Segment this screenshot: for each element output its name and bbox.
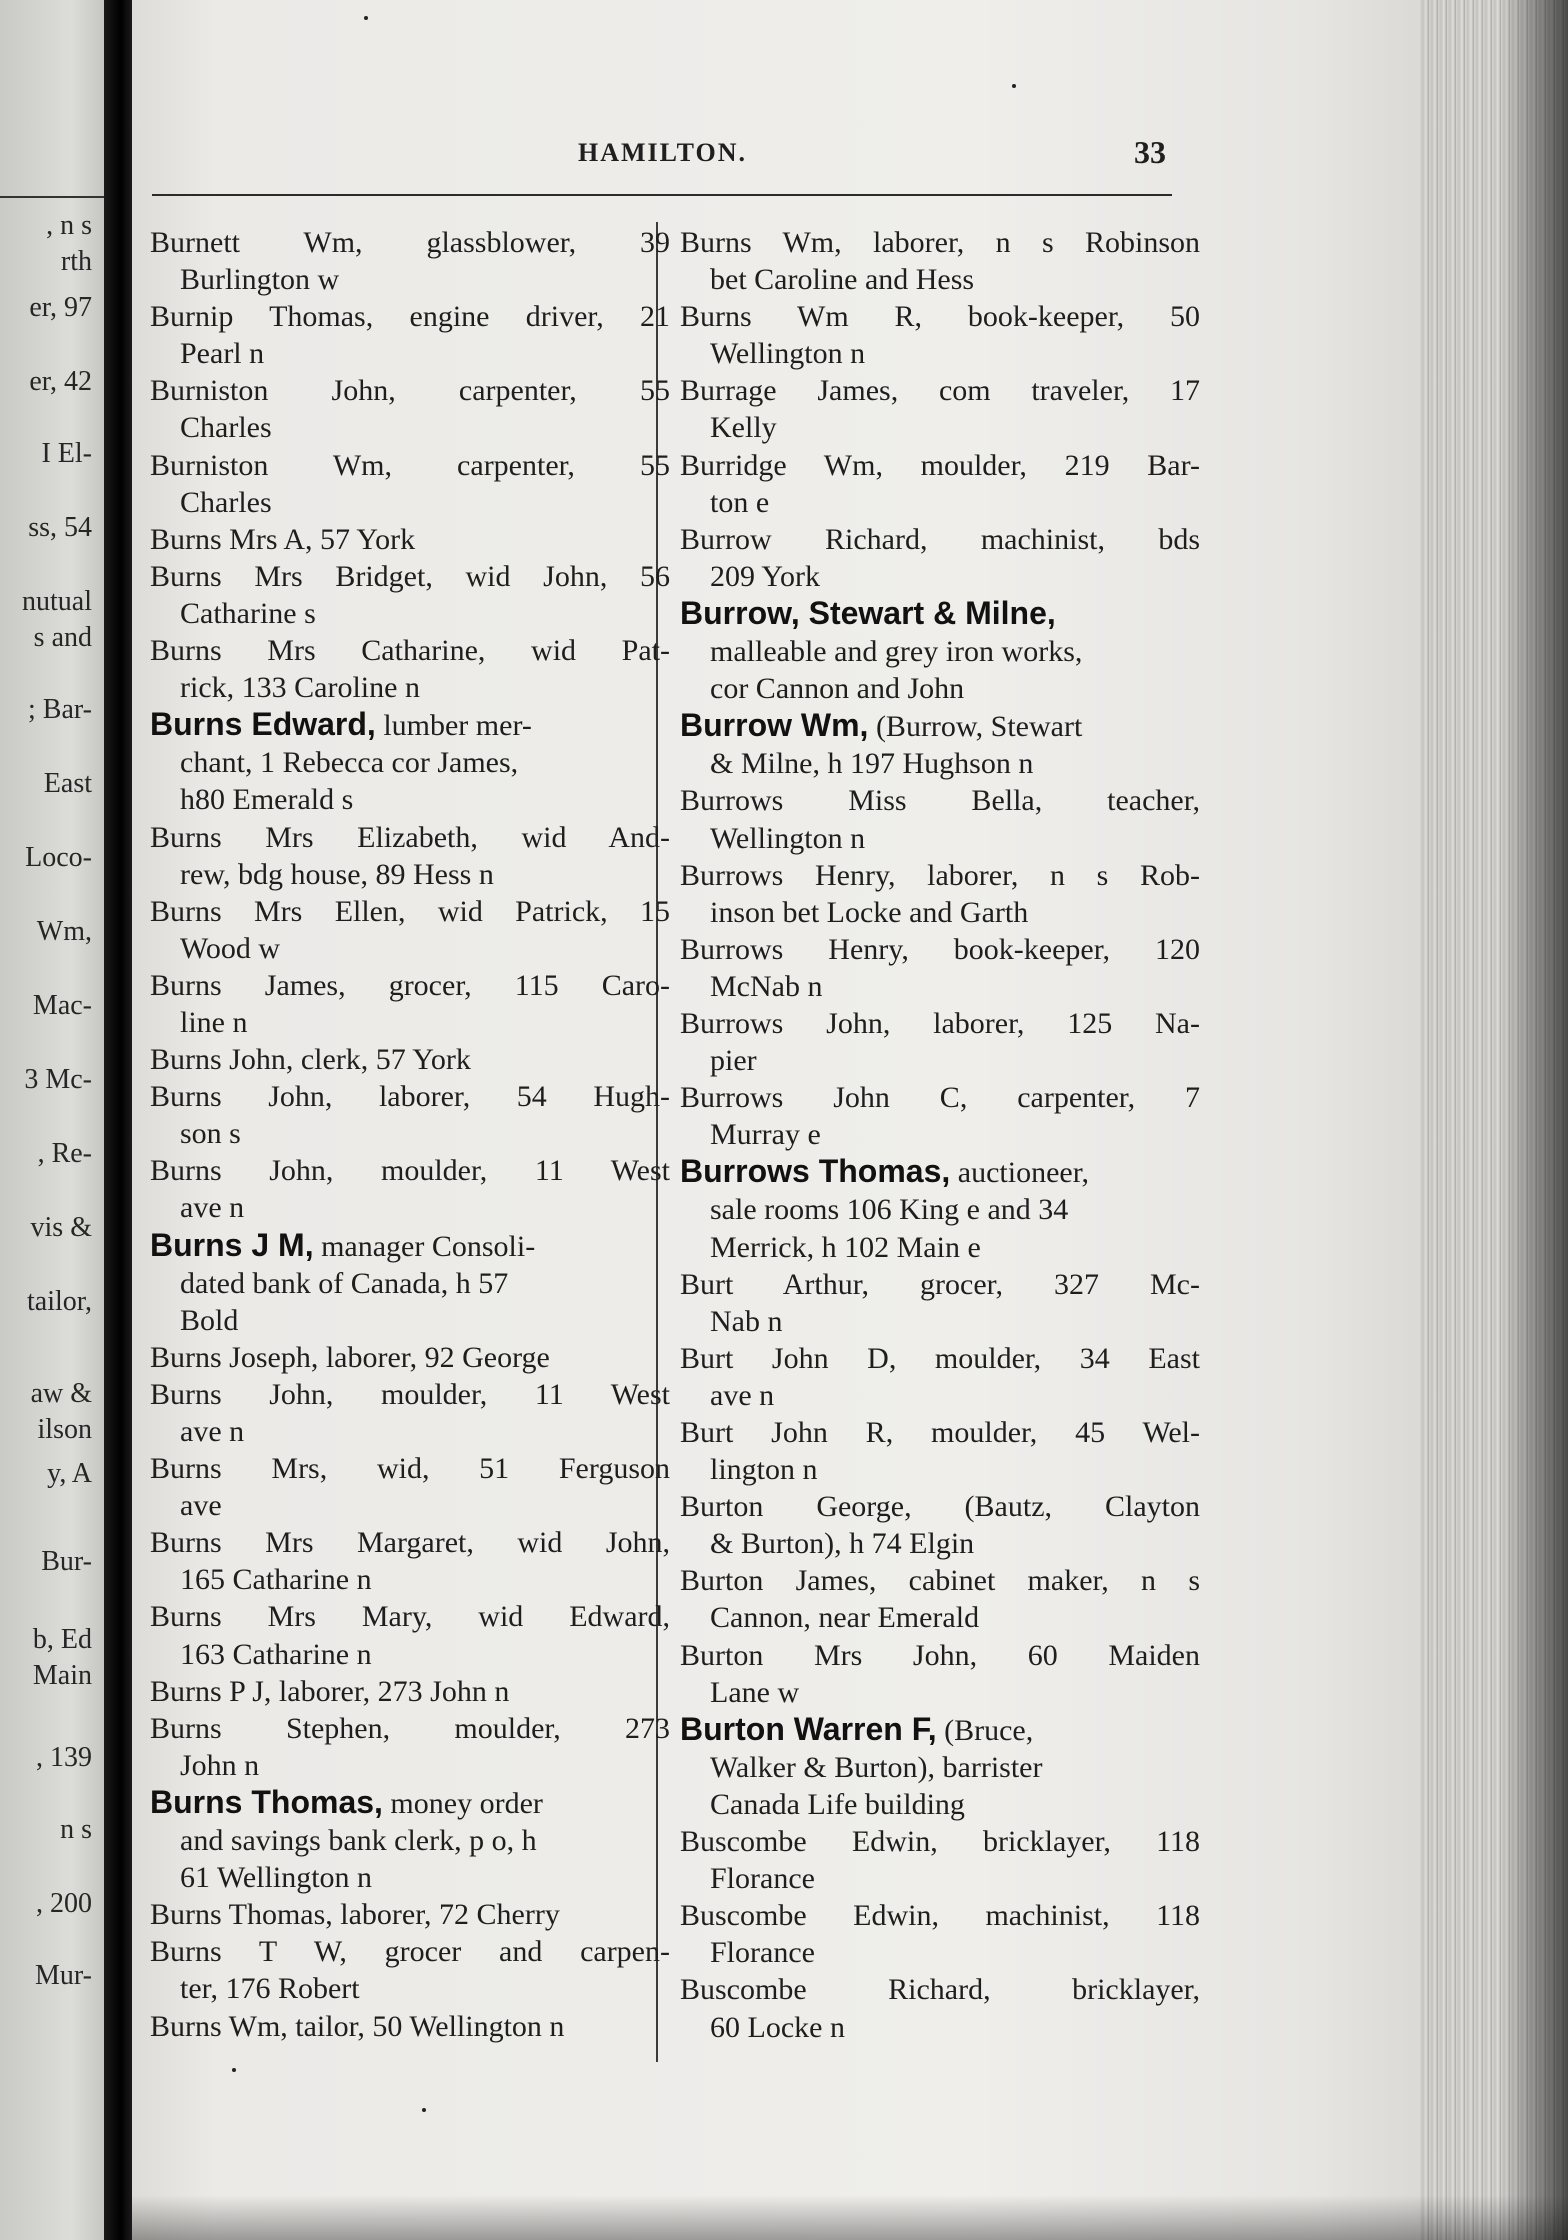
entry-first-line: Burns Mrs Bridget, wid John, 56: [150, 559, 670, 593]
entry-continuation-line: Charles: [180, 411, 272, 445]
directory-entry: [150, 372, 670, 446]
running-head: HAMILTON.: [578, 138, 747, 167]
entry-first-line: [680, 595, 1200, 633]
entry-text: (Bruce,: [936, 1713, 1034, 1747]
entry-continuation-line: Cannon, near Emerald: [710, 1601, 980, 1635]
entry-bold-name: Burrow, Stewart & Milne,: [680, 594, 1056, 631]
entry-first-line: Burns John, moulder, 11 West: [150, 1377, 670, 1411]
directory-entry: [680, 1153, 1200, 1265]
entry-continuation-line: Florance: [710, 1862, 815, 1896]
entry-continuation-line: ton e: [710, 485, 770, 519]
left-page-fragment: , n s: [46, 210, 92, 241]
left-page-fragment: s and: [33, 622, 92, 653]
directory-entry: [680, 1637, 1200, 1711]
entry-text: lumber mer-: [375, 709, 532, 743]
entry-first-line: [150, 1784, 670, 1822]
entry-first-line: [680, 1711, 1200, 1749]
left-page-fragment: Loco-: [25, 842, 92, 873]
entry-continuation-line: 163 Catharine n: [180, 1637, 372, 1671]
left-page-fragment: , Re-: [37, 1138, 92, 1169]
entry-continuation-line: Charles: [180, 485, 272, 519]
left-page-fragment: ; Bar-: [28, 694, 92, 725]
entry-continuation-line: Catharine s: [180, 596, 316, 630]
entry-first-line: [680, 707, 1200, 745]
directory-entry: [150, 298, 670, 372]
directory-entry: [680, 707, 1200, 782]
directory-entry: [150, 1673, 670, 1710]
entry-first-line: Burton Mrs John, 60 Maiden: [680, 1638, 1200, 1672]
entry-first-line: Buscombe Richard, bricklayer,: [680, 1973, 1200, 2007]
left-page-fragment: , 139: [36, 1742, 92, 1773]
directory-entry: [150, 1933, 670, 2007]
directory-entry: [150, 558, 670, 632]
entry-first-line: Burns James, grocer, 115 Caro-: [150, 968, 670, 1002]
entry-first-line: Buscombe Edwin, machinist, 118: [680, 1899, 1200, 1933]
entry-first-line: Burridge Wm, moulder, 219 Bar-: [680, 448, 1200, 482]
entry-continuation-line: cor Cannon and John: [710, 672, 965, 706]
left-page-fragment: Mur-: [35, 1960, 92, 1991]
left-page-fragment: y, A: [47, 1458, 92, 1489]
directory-entry: [680, 224, 1200, 298]
entry-continuation-line: 165 Catharine n: [180, 1563, 372, 1597]
entry-first-line: Burrows John C, carpenter, 7: [680, 1081, 1200, 1115]
entry-continuation-line: ter, 176 Robert: [180, 1972, 360, 2006]
entry-first-line: Burns T W, grocer and carpen-: [150, 1935, 670, 1969]
entry-continuation-line: ave n: [180, 1191, 245, 1225]
directory-entry: [150, 1524, 670, 1598]
directory-entry: [680, 1079, 1200, 1153]
entry-first-line: Burns John, clerk, 57 York: [150, 1043, 471, 1077]
left-page-fragment: n s: [60, 1814, 92, 1845]
entry-continuation-line: & Burton), h 74 Elgin: [710, 1527, 975, 1561]
left-page-fragment: er, 97: [29, 292, 92, 323]
directory-entry: [150, 1339, 670, 1376]
directory-entry: [680, 1266, 1200, 1340]
left-page-fragment: vis &: [30, 1212, 92, 1243]
entry-continuation-line: pier: [710, 1044, 757, 1078]
directory-entry: [680, 1414, 1200, 1488]
directory-entry: [680, 1823, 1200, 1897]
entry-first-line: Burniston Wm, carpenter, 55: [150, 448, 670, 482]
ink-speck: [422, 2108, 426, 2112]
left-page-fragment: , 200: [36, 1888, 92, 1919]
directory-entry: [150, 1078, 670, 1152]
directory-entry: [150, 224, 670, 298]
entry-first-line: Burt Arthur, grocer, 327 Mc-: [680, 1267, 1200, 1301]
entry-continuation-line: malleable and grey iron works,: [710, 635, 1083, 669]
entry-continuation-line: h80 Emerald s: [180, 783, 354, 817]
directory-entry: [150, 1041, 670, 1078]
page-bottom-shadow: [132, 2195, 1568, 2240]
entry-continuation-line: and savings bank clerk, p o, h: [180, 1824, 537, 1858]
entry-first-line: Burton George, (Bautz, Clayton: [680, 1490, 1200, 1524]
directory-entry: [680, 782, 1200, 856]
ink-speck: [364, 16, 368, 20]
entry-bold-name: Burrows Thomas,: [680, 1153, 951, 1190]
left-page-edge: [0, 0, 118, 2240]
entry-first-line: Burns Stephen, moulder, 273: [150, 1711, 670, 1745]
directory-entry: [150, 447, 670, 521]
entry-continuation-line: rick, 133 Caroline n: [180, 671, 420, 705]
entry-first-line: [680, 1153, 1200, 1191]
directory-entry: [680, 298, 1200, 372]
entry-first-line: Burns Mrs Catharine, wid Pat-: [150, 634, 670, 668]
entry-continuation-line: Bold: [180, 1303, 239, 1337]
directory-entry: [150, 819, 670, 893]
entry-continuation-line: & Milne, h 197 Hughson n: [710, 747, 1034, 781]
directory-entry: [680, 1562, 1200, 1636]
directory-entry: [680, 931, 1200, 1005]
entry-continuation-line: 61 Wellington n: [180, 1861, 373, 1895]
left-page-fragment: er, 42: [29, 366, 92, 397]
entry-first-line: Burns P J, laborer, 273 John n: [150, 1674, 510, 1708]
left-column: [150, 224, 670, 2045]
left-page-fragment: ss, 54: [28, 512, 92, 543]
entry-first-line: Burns John, moulder, 11 West: [150, 1154, 670, 1188]
entry-continuation-line: John n: [180, 1748, 260, 1782]
directory-entry: [680, 1971, 1200, 2045]
left-page-fragment: aw &: [30, 1378, 92, 1409]
left-page-fragment: 3 Mc-: [24, 1064, 92, 1095]
directory-entry: [680, 372, 1200, 446]
directory-entry: [150, 706, 670, 818]
entry-continuation-line: sale rooms 106 King e and 34: [710, 1193, 1069, 1227]
left-page-fragment: East: [43, 768, 92, 799]
entry-continuation-line: Pearl n: [180, 337, 265, 371]
directory-entry: [680, 447, 1200, 521]
entry-first-line: Burns Mrs A, 57 York: [150, 522, 416, 556]
left-page-fragment: Bur-: [41, 1546, 92, 1577]
entry-first-line: Burniston John, carpenter, 55: [150, 374, 670, 408]
entry-first-line: Burton James, cabinet maker, n s: [680, 1564, 1200, 1598]
entry-text: auctioneer,: [950, 1156, 1089, 1190]
entry-first-line: Burrage James, com traveler, 17: [680, 374, 1200, 408]
left-page-fragment: Wm,: [36, 916, 92, 947]
entry-continuation-line: Kelly: [710, 411, 777, 445]
page-number: 33: [1134, 134, 1166, 170]
entry-continuation-line: Walker & Burton), barrister: [710, 1750, 1043, 1784]
directory-entry: [150, 1784, 670, 1896]
entry-first-line: Burt John R, moulder, 45 Wel-: [680, 1416, 1200, 1449]
entry-continuation-line: Wellington n: [710, 337, 866, 371]
entry-first-line: Burnett Wm, glassblower, 39: [150, 226, 670, 259]
directory-entry: [150, 521, 670, 558]
entry-continuation-line: Lane w: [710, 1675, 800, 1709]
entry-first-line: Burns Wm, laborer, n s Robinson: [680, 226, 1200, 259]
entry-first-line: Burns Mrs Ellen, wid Patrick, 15: [150, 894, 670, 928]
entry-first-line: Burrows Henry, book-keeper, 120: [680, 932, 1200, 966]
directory-entry: [150, 632, 670, 706]
entry-continuation-line: ave n: [180, 1415, 245, 1448]
left-page-fragment: rth: [60, 246, 92, 277]
entry-first-line: Burrows Henry, laborer, n s Rob-: [680, 858, 1200, 892]
entry-first-line: [150, 706, 670, 744]
directory-entry: [150, 2008, 670, 2045]
entry-first-line: Burns Mrs Margaret, wid John,: [150, 1526, 670, 1560]
entry-continuation-line: inson bet Locke and Garth: [710, 895, 1029, 929]
directory-entry: [680, 857, 1200, 931]
entry-text: manager Consoli-: [313, 1229, 536, 1263]
left-page-fragment: Mac-: [32, 990, 92, 1021]
entry-continuation-line: 60 Locke n: [710, 2010, 845, 2044]
entry-continuation-line: Merrick, h 102 Main e: [710, 1230, 981, 1264]
entry-first-line: Burns Wm R, book-keeper, 50: [680, 300, 1200, 334]
directory-entry: [150, 1376, 670, 1450]
right-column: [680, 224, 1200, 2046]
entry-continuation-line: Nab n: [710, 1304, 783, 1338]
entry-continuation-line: ave n: [710, 1378, 775, 1412]
directory-entry: [680, 595, 1200, 707]
entry-continuation-line: Murray e: [710, 1118, 821, 1152]
entry-continuation-line: Canada Life building: [710, 1787, 965, 1821]
entry-continuation-line: Wellington n: [710, 821, 866, 855]
entry-bold-name: Burton Warren F,: [680, 1710, 937, 1747]
entry-bold-name: Burns Edward,: [150, 706, 376, 743]
entry-text: (Burrow, Stewart: [868, 710, 1083, 744]
entry-first-line: Burns Mrs, wid, 51 Ferguson: [150, 1452, 670, 1486]
left-page-fragment: tailor,: [27, 1286, 92, 1317]
directory-entry: [150, 1152, 670, 1226]
entry-continuation-line: McNab n: [710, 969, 823, 1003]
entry-continuation-line: Florance: [710, 1936, 815, 1970]
entry-text: money order: [382, 1786, 543, 1820]
entry-bold-name: Burrow Wm,: [680, 707, 869, 744]
directory-entry: [680, 1488, 1200, 1562]
entry-continuation-line: Burlington w: [180, 263, 340, 297]
entry-continuation-line: dated bank of Canada, h 57: [180, 1266, 509, 1300]
entry-bold-name: Burns J M,: [150, 1226, 314, 1263]
left-page-fragment: b, Ed: [32, 1624, 92, 1655]
entry-continuation-line: 209 York: [710, 559, 821, 593]
left-page-fragment: ilson: [37, 1414, 92, 1445]
directory-entry: [150, 967, 670, 1041]
entry-continuation-line: line n: [180, 1005, 248, 1039]
entry-first-line: Burns Mrs Elizabeth, wid And-: [150, 820, 670, 854]
left-page-fragment: I El-: [41, 438, 92, 469]
directory-entry: [150, 1710, 670, 1784]
entry-first-line: Burns Wm, tailor, 50 Wellington n: [150, 2009, 565, 2043]
entry-continuation-line: rew, bdg house, 89 Hess n: [180, 857, 494, 891]
entry-continuation-line: son s: [180, 1117, 241, 1151]
entry-first-line: [150, 1227, 670, 1265]
page-edge-shadow: [1500, 0, 1568, 2240]
directory-entry: [680, 1340, 1200, 1414]
entry-continuation-line: Wood w: [180, 931, 281, 965]
entry-first-line: Burrows John, laborer, 125 Na-: [680, 1006, 1200, 1040]
entry-bold-name: Burns Thomas,: [150, 1783, 383, 1820]
directory-entry: [150, 1450, 670, 1524]
entry-continuation-line: lington n: [710, 1453, 818, 1487]
directory-entry: [680, 1711, 1200, 1823]
header-rule: [152, 194, 1172, 196]
entry-continuation-line: bet Caroline and Hess: [710, 263, 975, 297]
entry-first-line: Burns Mrs Mary, wid Edward,: [150, 1600, 670, 1634]
entry-first-line: Burns Joseph, laborer, 92 George: [150, 1340, 550, 1374]
directory-entry: [150, 1227, 670, 1339]
directory-entry: [680, 1897, 1200, 1971]
entry-first-line: Buscombe Edwin, bricklayer, 118: [680, 1825, 1200, 1859]
left-page-fragment: nutual: [22, 586, 92, 617]
entry-first-line: Burrow Richard, machinist, bds: [680, 522, 1200, 556]
directory-entry: [150, 1896, 670, 1933]
entry-continuation-line: chant, 1 Rebecca cor James,: [180, 746, 519, 780]
left-page-rule: [0, 196, 118, 198]
entry-first-line: Burnip Thomas, engine driver, 21: [150, 300, 670, 334]
entry-first-line: Burt John D, moulder, 34 East: [680, 1341, 1200, 1375]
entry-first-line: Burrows Miss Bella, teacher,: [680, 784, 1200, 818]
directory-entry: [680, 1005, 1200, 1079]
left-page-fragment: Main: [32, 1660, 92, 1691]
entry-first-line: Burns John, laborer, 54 Hugh-: [150, 1080, 670, 1114]
entry-continuation-line: ave: [180, 1489, 222, 1523]
entry-first-line: Burns Thomas, laborer, 72 Cherry: [150, 1898, 560, 1932]
ink-speck: [1012, 84, 1016, 88]
directory-entry: [150, 893, 670, 967]
ink-speck: [232, 2068, 236, 2072]
directory-entry: [680, 521, 1200, 595]
directory-entry: [150, 1598, 670, 1672]
